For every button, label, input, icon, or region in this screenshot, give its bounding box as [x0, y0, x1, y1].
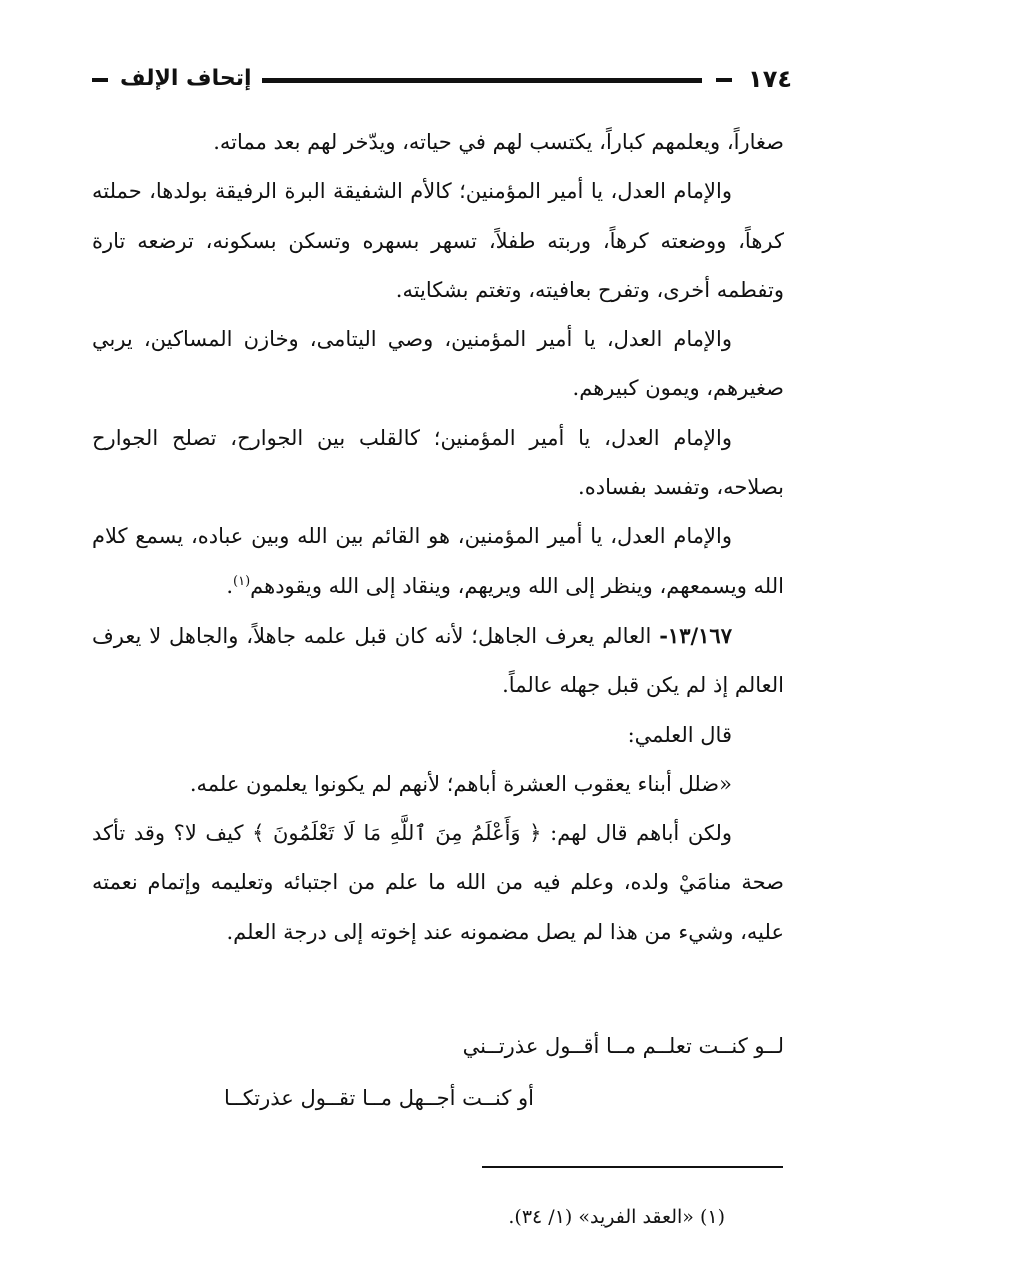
- paragraph-6-text: العالم يعرف الجاهل؛ لأنه كان قبل علمه جاهلاً، والجاهل لا يعرف العالم إذ لم يكن قبل جهله عالماً.: [92, 623, 784, 698]
- paragraph-9: ولكن أباهم قال لهم: ﴿ وَأَعْلَمُ مِنَ ٱللَّهِ مَا لَا تَعْلَمُونَ ﴾ كيف لا؟ وقد تأكد صحة منامَيْ ولده، وعلم فيه من الله ما علم من اجتبائه وتعليمه وإتمام نعمته عليه، وشيء من هذا لم يصل مضمونه عند إخوته إلى درجة العلم.: [92, 821, 784, 944]
- verse-line-2: أو كنــت أجــهل مــا تقــول عذرتكــا: [224, 1086, 534, 1110]
- saying-number: ١٣/١٦٧-: [659, 622, 732, 648]
- paragraph-1: صغاراً، ويعلمهم كباراً، يكتسب لهم في حياته، ويدّخر لهم بعد مماته.: [213, 130, 784, 154]
- header-dash-left: [92, 78, 108, 82]
- paragraph-7: قال العلمي:: [627, 722, 732, 747]
- paragraph-3: والإمام العدل، يا أمير المؤمنين، وصي اليتامى، وخازن المساكين، يربي صغيرهم، ويمون كبيرهم.: [92, 327, 784, 401]
- book-title: إتحاف الإلف: [120, 66, 252, 91]
- paragraph-6: [92, 611, 784, 711]
- verse-line-1: لــو كنــت تعلــم مــا أقــول عذرتــني: [462, 1034, 784, 1058]
- header-rule: [262, 78, 702, 83]
- paragraph-8: «ضلل أبناء يعقوب العشرة أباهم؛ لأنهم لم يكونوا يعلمون علمه.: [189, 771, 732, 796]
- running-header: [92, 62, 792, 96]
- paragraph-4: والإمام العدل، يا أمير المؤمنين؛ كالقلب بين الجوارح، تصلح الجوارح بصلاحه، وتفسد بفساده.: [92, 425, 784, 500]
- paragraph-5-end: .: [226, 573, 233, 598]
- header-dash-right: [716, 78, 732, 82]
- main-text: [92, 118, 784, 957]
- footnote-reference: (١): [233, 573, 251, 589]
- paragraph-5-text: والإمام العدل، يا أمير المؤمنين، هو القائم بين الله وبين عباده، يسمع كلام الله ويسمعهم، وينظر إلى الله ويريهم، وينقاد إلى الله ويقودهم: [92, 524, 784, 598]
- paragraph-2: والإمام العدل، يا أمير المؤمنين؛ كالأم الشفيقة البرة الرفيقة بولدها، حملته كرهاً، ووضعته كرهاً، وربته طفلاً، تسهر بسهره وتسكن بسكونه، ترضعه تارة وتفطمه أخرى، وتفرح بعافيته، وتغتم بشكايته.: [92, 179, 784, 302]
- footnote-separator: [482, 1166, 783, 1168]
- paragraph-5: [92, 512, 784, 611]
- footnote: (١) «العقد الفريد» (١/ ٣٤).: [508, 1206, 725, 1228]
- page-number: ١٧٤: [748, 65, 792, 93]
